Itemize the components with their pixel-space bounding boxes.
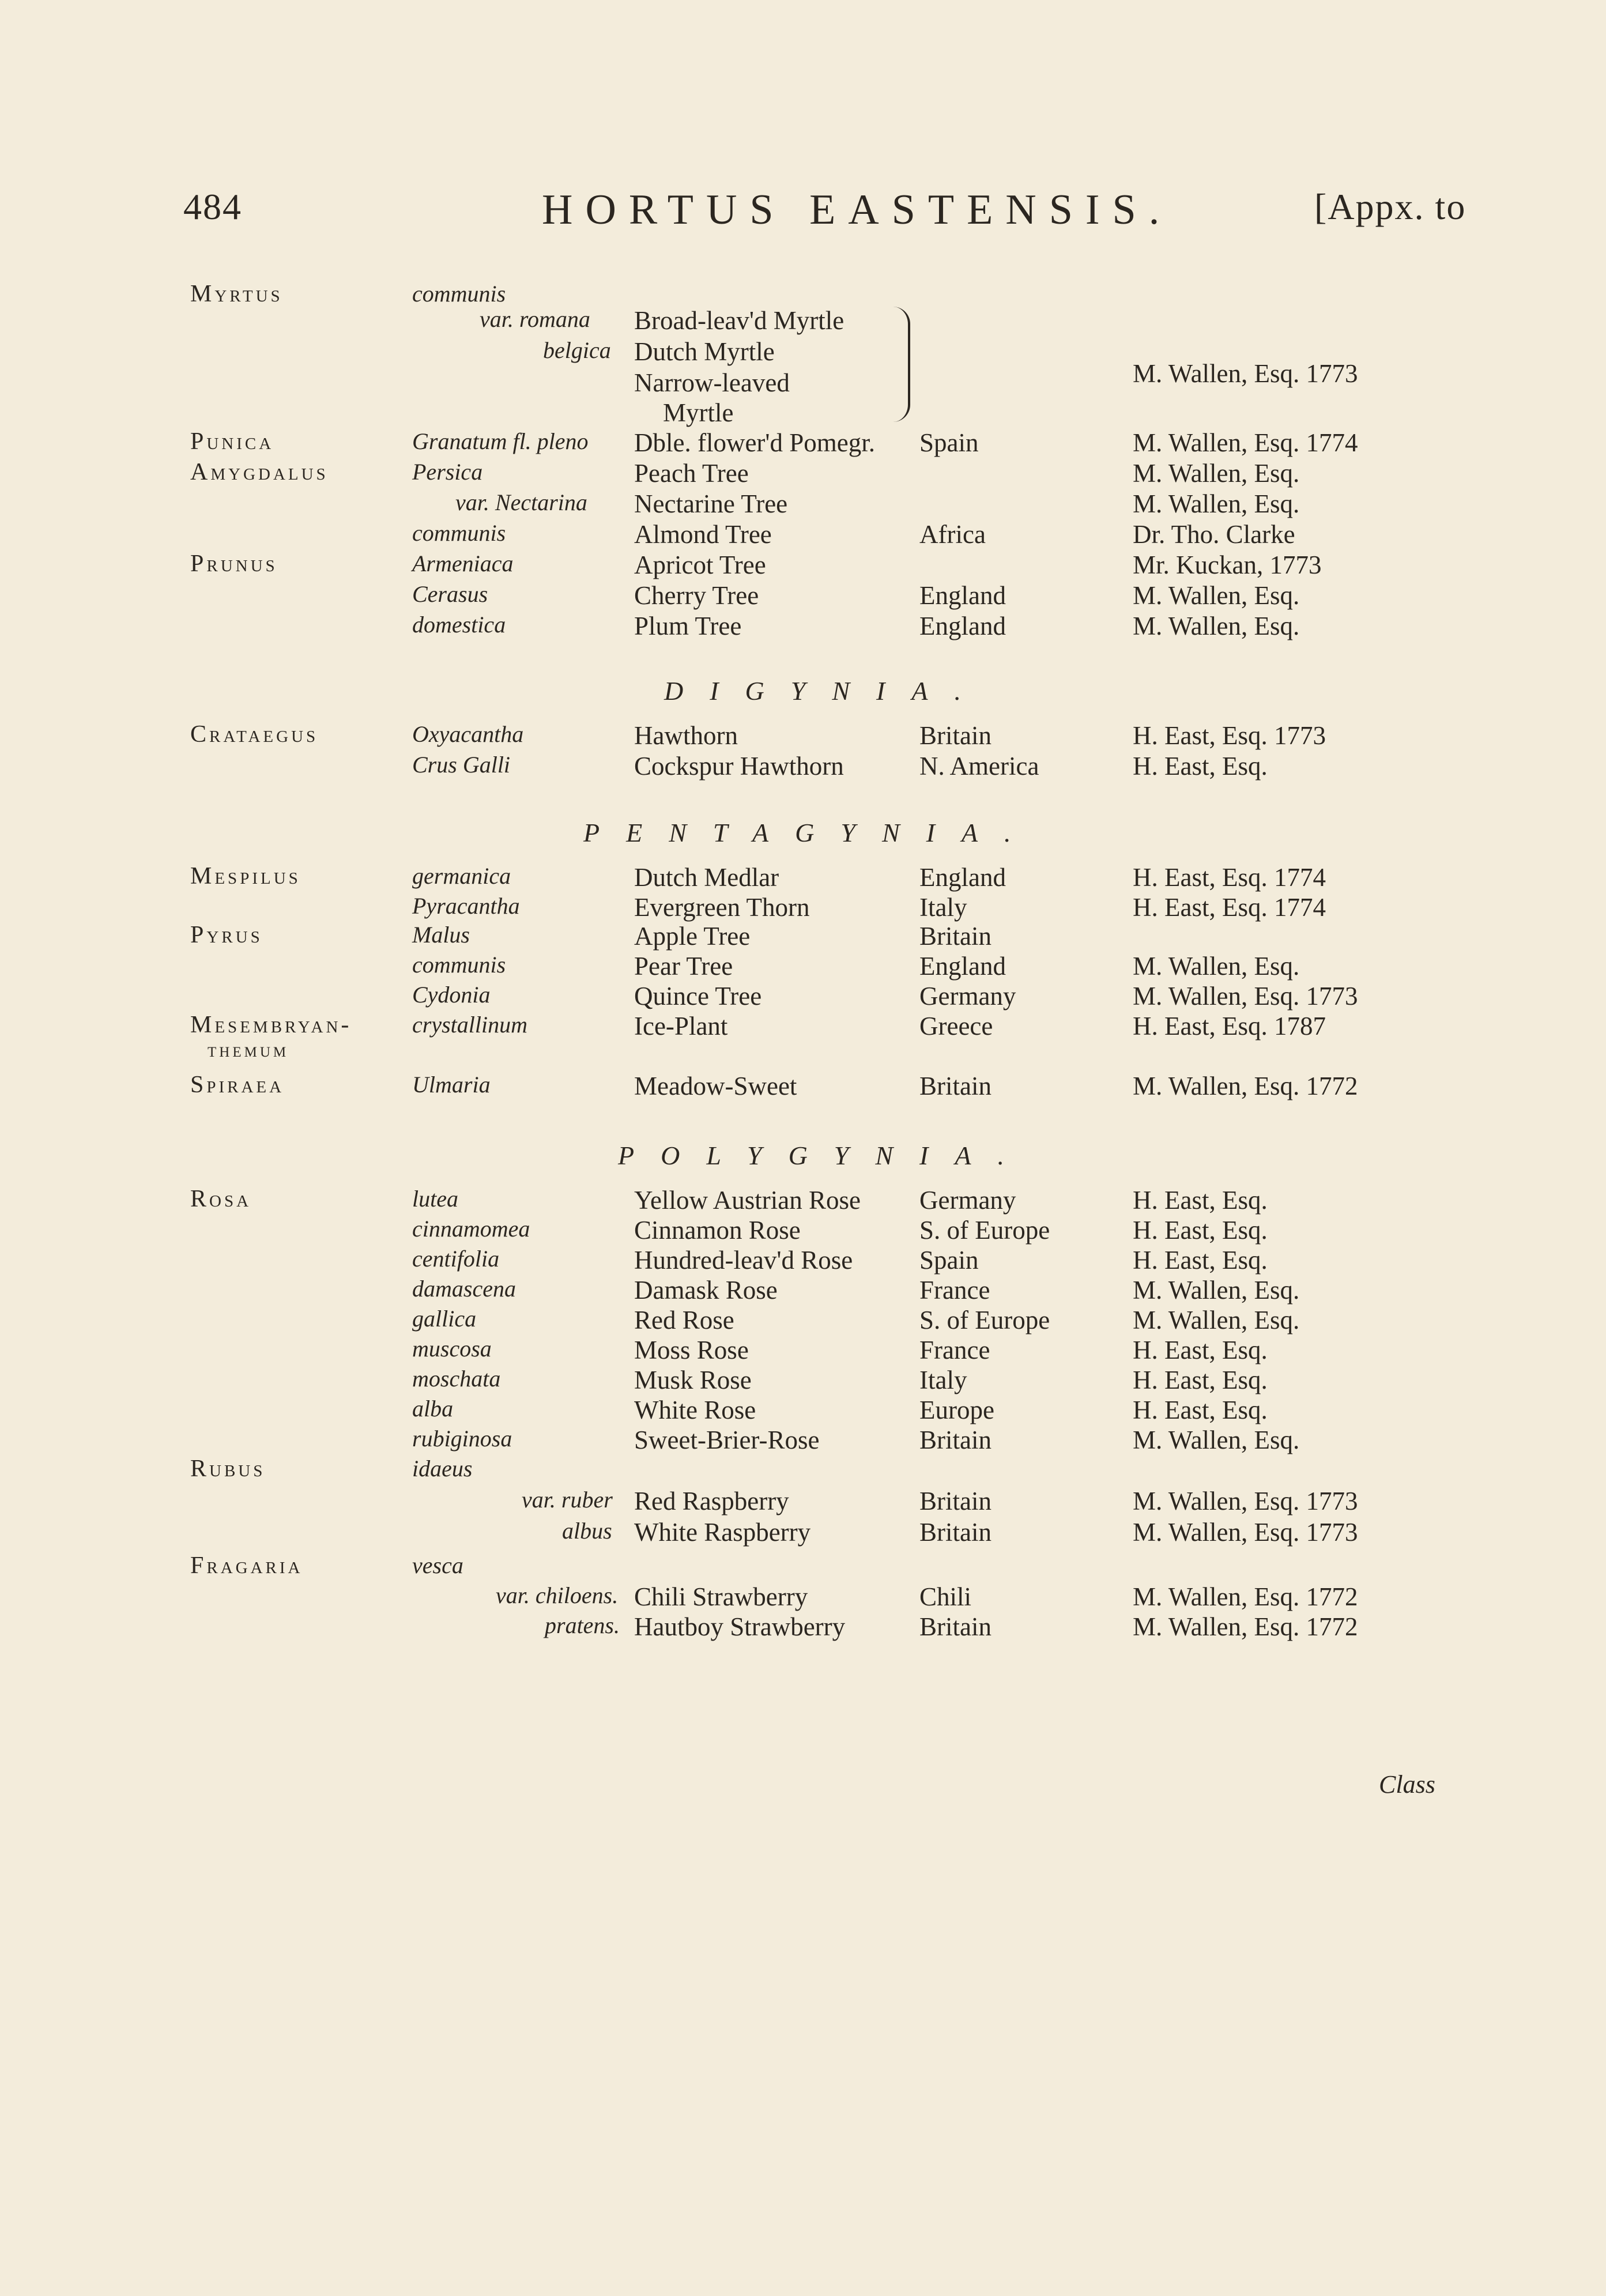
common-name: Hundred-leav'd Rose [634, 1246, 853, 1275]
table-row [0, 337, 1606, 371]
table-row [0, 1335, 1606, 1370]
cultivator: H. East, Esq. 1774 [1133, 863, 1326, 892]
table-row [0, 862, 1606, 897]
table-row [0, 921, 1606, 956]
common-name: Peach Tree [634, 459, 749, 488]
cultivator: H. East, Esq. [1133, 1336, 1268, 1364]
table-row [0, 721, 1606, 755]
cultivator: M. Wallen, Esq. [1133, 459, 1300, 488]
cultivator: M. Wallen, Esq. [1133, 489, 1300, 518]
cultivator: Mr. Kuckan, 1773 [1133, 551, 1322, 579]
cultivator: H. East, Esq. [1133, 752, 1268, 781]
species-name: Cydonia [412, 982, 491, 1008]
genus-name: Crataegus [190, 721, 319, 748]
native-country: England [919, 581, 1006, 610]
common-name: Evergreen Thorn [634, 893, 810, 922]
native-country: S. of Europe [919, 1306, 1050, 1334]
table-row [0, 611, 1606, 646]
running-head-appendix: [Appx. to [1314, 186, 1466, 227]
species-name: Malus [412, 922, 470, 948]
table-row [0, 1305, 1606, 1340]
species-name: alba [412, 1396, 454, 1422]
species-name: lutea [412, 1186, 458, 1212]
page-title: HORTUS EASTENSIS. [542, 186, 1173, 233]
species-name: moschata [412, 1366, 501, 1392]
table-row [0, 398, 1606, 432]
section-heading: DIGYNIA. [664, 676, 987, 706]
cultivator: M. Wallen, Esq. [1133, 581, 1300, 610]
common-name: Red Raspberry [634, 1487, 789, 1515]
table-row [0, 1011, 1606, 1061]
native-country: S. of Europe [919, 1216, 1050, 1245]
native-country: Germany [919, 982, 1016, 1011]
common-name: Myrtle [663, 398, 734, 427]
genus-name: Spiraea [190, 1072, 285, 1098]
table-row [0, 519, 1606, 554]
section-heading: PENTAGYNIA. [583, 818, 1038, 847]
cultivator: M. Wallen, Esq. 1773 [1133, 1487, 1358, 1515]
table-row [0, 489, 1606, 523]
catchword: Class [1379, 1770, 1435, 1799]
common-name: Dutch Medlar [634, 863, 779, 892]
native-country: Spain [919, 428, 979, 457]
cultivator: M. Wallen, Esq. [1133, 612, 1300, 640]
table-row [0, 1215, 1606, 1250]
native-country: N. America [919, 752, 1039, 781]
cultivator: M. Wallen, Esq. [1133, 1306, 1300, 1334]
variety-name: var. ruber [522, 1487, 613, 1513]
cultivator: M. Wallen, Esq. 1772 [1133, 1612, 1358, 1641]
native-country: Africa [919, 520, 986, 549]
species-name: damascena [412, 1276, 516, 1302]
cultivator: M. Wallen, Esq. 1773 [1133, 1518, 1358, 1547]
common-name: Quince Tree [634, 982, 762, 1011]
native-country: Britain [919, 1426, 992, 1454]
cultivator: H. East, Esq. 1774 [1133, 893, 1326, 922]
species-name: communis [412, 952, 506, 978]
table-row [0, 1185, 1606, 1220]
cultivator: M. Wallen, Esq. 1773 [1133, 359, 1358, 388]
cultivator: H. East, Esq. 1773 [1133, 721, 1326, 750]
cultivator: M. Wallen, Esq. 1774 [1133, 428, 1358, 457]
table-row [0, 1365, 1606, 1400]
variety-name: belgica [543, 337, 611, 363]
table-row [0, 1395, 1606, 1430]
genus-name: Punica [190, 428, 274, 455]
genus-name: Rosa [190, 1186, 252, 1212]
table-row [0, 458, 1606, 493]
table-row [0, 306, 1606, 340]
table-row [0, 1071, 1606, 1106]
table-row [0, 1612, 1606, 1646]
common-name: Hautboy Strawberry [634, 1612, 846, 1641]
common-name: Ice-Plant [634, 1012, 728, 1040]
native-country: Britain [919, 1072, 992, 1100]
common-name: Red Rose [634, 1306, 734, 1334]
common-name: Yellow Austrian Rose [634, 1186, 861, 1215]
native-country: Britain [919, 721, 992, 750]
species-name: Persica [412, 459, 483, 485]
table-row [0, 1486, 1606, 1521]
native-country: Britain [919, 1612, 992, 1641]
genus-name: Fragaria [190, 1552, 303, 1579]
native-country: Britain [919, 1487, 992, 1515]
species-name: idaeus [412, 1456, 473, 1481]
cultivator: M. Wallen, Esq. [1133, 1276, 1300, 1305]
table-row [0, 1275, 1606, 1310]
common-name: Almond Tree [634, 520, 772, 549]
common-name: Meadow-Sweet [634, 1072, 797, 1100]
species-name: var. Nectarina [455, 489, 587, 515]
variety-name: var. chiloens. [496, 1582, 619, 1608]
species-name: domestica [412, 612, 506, 638]
native-country: England [919, 863, 1006, 892]
species-name: Ulmaria [412, 1072, 491, 1098]
species-name: Oxyacantha [412, 721, 524, 747]
genus-name: Mespilus [190, 863, 301, 889]
genus-name: Pyrus [190, 922, 263, 948]
common-name: Apple Tree [634, 922, 751, 951]
cultivator: M. Wallen, Esq. 1773 [1133, 982, 1358, 1011]
native-country: France [919, 1276, 990, 1305]
common-name: Plum Tree [634, 612, 742, 640]
cultivator: H. East, Esq. [1133, 1366, 1268, 1394]
cultivator: H. East, Esq. [1133, 1246, 1268, 1275]
cultivator: Dr. Tho. Clarke [1133, 520, 1295, 549]
species-name: Crus Galli [412, 752, 511, 778]
cultivator: H. East, Esq. 1787 [1133, 1012, 1326, 1040]
genus-name: Mesembryan- [190, 1012, 352, 1038]
common-name: Cherry Tree [634, 581, 759, 610]
table-row [0, 1552, 1606, 1586]
section-heading: POLYGYNIA. [618, 1141, 1031, 1170]
common-name: Pear Tree [634, 952, 733, 981]
genus-name: Rubus [190, 1456, 266, 1482]
common-name: Damask Rose [634, 1276, 778, 1305]
species-name: Pyracantha [412, 893, 520, 919]
native-country: Spain [919, 1246, 979, 1275]
table-row [0, 428, 1606, 462]
common-name: White Rose [634, 1396, 756, 1424]
native-country: England [919, 612, 1006, 640]
table-row [0, 751, 1606, 786]
species-name: Cerasus [412, 581, 488, 607]
table-row [0, 580, 1606, 615]
species-name: Granatum fl. pleno [412, 428, 589, 454]
native-country: Italy [919, 1366, 967, 1394]
species-name: Armeniaca [412, 551, 514, 576]
table-row [0, 1245, 1606, 1280]
native-country: France [919, 1336, 990, 1364]
species-name: communis [412, 281, 506, 307]
native-country: Europe [919, 1396, 994, 1424]
cultivator: H. East, Esq. [1133, 1186, 1268, 1215]
variety-name: albus [562, 1518, 612, 1544]
native-country: Britain [919, 922, 992, 951]
variety-name: pratens. [545, 1612, 620, 1638]
common-name: Chili Strawberry [634, 1582, 808, 1611]
common-name: Sweet-Brier-Rose [634, 1426, 820, 1454]
common-name: Nectarine Tree [634, 489, 788, 518]
species-name: centifolia [412, 1246, 500, 1272]
table-row [0, 951, 1606, 986]
common-name: Dutch Myrtle [634, 337, 775, 366]
genus-name: Prunus [190, 551, 278, 577]
species-name: crystallinum [412, 1012, 527, 1038]
cultivator: M. Wallen, Esq. 1772 [1133, 1072, 1358, 1100]
table-row [0, 1455, 1606, 1490]
common-name: Cinnamon Rose [634, 1216, 801, 1245]
common-name: Cockspur Hawthorn [634, 752, 844, 781]
common-name: Apricot Tree [634, 551, 766, 579]
native-country: England [919, 952, 1006, 981]
native-country: Britain [919, 1518, 992, 1547]
native-country: Italy [919, 893, 967, 922]
species-name: communis [412, 520, 506, 546]
common-name: Broad-leav'd Myrtle [634, 306, 845, 335]
native-country: Greece [919, 1012, 993, 1040]
table-row [0, 981, 1606, 1016]
cultivator: H. East, Esq. [1133, 1396, 1268, 1424]
species-name: gallica [412, 1306, 477, 1332]
table-row [0, 1517, 1606, 1552]
common-name: Dble. flower'd Pomegr. [634, 428, 876, 457]
brace-divider [885, 307, 910, 422]
common-name: Moss Rose [634, 1336, 749, 1364]
species-name: muscosa [412, 1336, 492, 1362]
species-name: vesca [412, 1552, 463, 1578]
table-row [0, 1582, 1606, 1616]
common-name: Narrow-leaved [634, 368, 790, 397]
common-name: Hawthorn [634, 721, 738, 750]
cultivator: M. Wallen, Esq. 1772 [1133, 1582, 1358, 1611]
native-country: Chili [919, 1582, 972, 1611]
page-number: 484 [183, 186, 242, 227]
native-country: Germany [919, 1186, 1016, 1215]
common-name: White Raspberry [634, 1518, 811, 1547]
cultivator: M. Wallen, Esq. [1133, 1426, 1300, 1454]
table-row [0, 1425, 1606, 1460]
genus-name: Amygdalus [190, 459, 329, 485]
genus-name-continued: themum [208, 1038, 289, 1061]
cultivator: M. Wallen, Esq. [1133, 952, 1300, 981]
species-name: rubiginosa [412, 1426, 512, 1452]
species-name: germanica [412, 863, 511, 889]
cultivator: H. East, Esq. [1133, 1216, 1268, 1245]
genus-name: Myrtus [190, 281, 283, 307]
variety-name: var. romana [480, 306, 590, 332]
common-name: Musk Rose [634, 1366, 752, 1394]
table-row [0, 359, 1606, 402]
table-row [0, 550, 1606, 585]
species-name: cinnamomea [412, 1216, 530, 1242]
